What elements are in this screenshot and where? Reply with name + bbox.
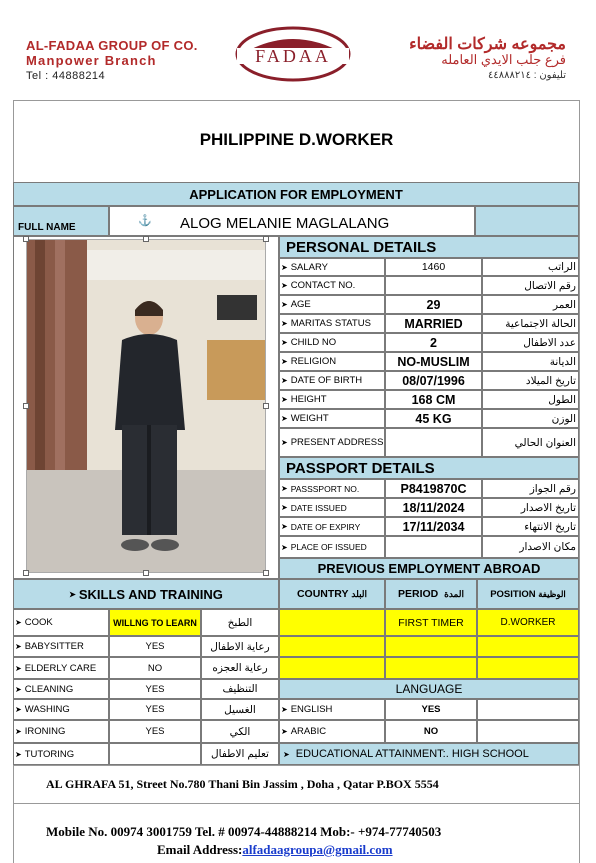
personal-label-ar: الوزن	[551, 412, 576, 425]
personal-value: 1460	[421, 261, 446, 273]
arrow-icon: ➤	[15, 749, 22, 759]
personal-value: 168 CM	[411, 392, 456, 407]
previous-employment-title: PREVIOUS EMPLOYMENT ABROAD	[317, 561, 541, 576]
company-tel-en: Tel : 44888214	[26, 70, 106, 82]
arrow-icon: ➤	[281, 484, 288, 493]
passport-value	[385, 536, 482, 558]
arrow-icon: ➤	[281, 319, 288, 328]
passport-details-title: PASSPORT DETAILS	[286, 459, 435, 477]
skill-label: ➤ WASHING	[15, 704, 70, 715]
arrow-icon: ➤	[281, 262, 288, 272]
skill-label: ➤ TUTORING	[15, 748, 75, 760]
personal-label-ar: رقم الاتصال	[524, 279, 576, 292]
arrow-icon: ➤	[281, 414, 288, 423]
footer-contacts: Mobile No. 00974 3001759 Tel. # 00974-44888214 Mob:- +974-77740503	[46, 824, 442, 839]
skill-label-ar: الطبخ	[227, 616, 253, 629]
personal-label-ar: عدد الاطفال	[523, 336, 576, 349]
arrow-icon: ➤	[15, 663, 22, 673]
skill-label-ar: التنظيف	[222, 683, 258, 695]
branch-name-en: Manpower Branch	[26, 53, 157, 68]
footer-address: AL GHRAFA 51, Street No.780 Thani Bin Jassim , Doha , Qatar P.BOX 5554	[46, 777, 439, 791]
arrow-icon: ➤	[281, 357, 288, 366]
passport-value: 17/11/2034	[402, 519, 465, 534]
personal-value: 29	[426, 297, 441, 312]
language-value: YES	[421, 704, 441, 715]
company-name-en: AL-FADAA GROUP OF CO.	[26, 38, 198, 53]
skill-label: ➤ COOK	[15, 617, 53, 628]
personal-value: 2	[430, 335, 437, 350]
passport-value: 18/11/2024	[402, 500, 465, 515]
prev-period: FIRST TIMER	[398, 616, 464, 629]
language-value: NO	[423, 726, 439, 737]
passport-label: ➤ DATE ISSUED	[281, 502, 347, 513]
branch-name-ar: فرع جلب الايدي العامله	[441, 52, 566, 67]
divider	[13, 100, 580, 101]
personal-label-ar: الراتب	[547, 261, 576, 273]
passport-label-ar: رقم الجواز	[529, 482, 576, 495]
skill-value: WILLNG TO LEARN	[113, 617, 197, 628]
personal-value: NO-MUSLIM	[397, 354, 470, 369]
page-title: PHILIPPINE D.WORKER	[199, 130, 394, 149]
skill-label-ar: رعاية الاطفال	[210, 640, 270, 653]
arrow-icon: ➤	[15, 705, 22, 714]
personal-value	[385, 276, 482, 295]
skill-value: YES	[145, 641, 165, 652]
email-link[interactable]: alfadaagroupa@gmail.com	[242, 842, 393, 857]
position-header: POSITION الوظيفة	[490, 588, 566, 600]
personal-value: 08/07/1996	[402, 373, 465, 388]
arrow-icon: ➤	[281, 300, 288, 309]
prev-position: D.WORKER	[500, 617, 556, 628]
personal-label: ➤ RELIGION	[281, 356, 337, 367]
skill-label-ar: الغسيل	[224, 703, 256, 716]
arrow-icon: ➤	[281, 338, 288, 347]
period-header: PERIOD المدة	[398, 588, 464, 600]
personal-label: ➤ CHILD NO	[281, 337, 337, 348]
arrow-icon: ➤	[281, 438, 288, 447]
skill-label-ar: رعاية العجزه	[212, 662, 268, 674]
education-attainment: ➤ EDUCATIONAL ATTAINMENT:. HIGH SCHOOL	[283, 748, 529, 760]
full-name-label: FULL NAME	[18, 221, 76, 233]
application-title: APPLICATION FOR EMPLOYMENT	[189, 186, 403, 202]
language-label: ➤ ENGLISH	[281, 704, 333, 715]
personal-label-ar: الديانة	[549, 355, 576, 368]
arrow-icon: ➤	[281, 727, 288, 736]
personal-label: ➤ AGE	[281, 299, 311, 310]
skill-label: ➤ BABYSITTER	[15, 641, 84, 652]
passport-label: ➤ PLACE OF ISSUED	[281, 542, 367, 552]
language-title: LANGUAGE	[395, 682, 463, 696]
personal-label: ➤ SALARY	[281, 261, 329, 273]
arrow-icon: ➤	[15, 727, 22, 736]
arrow-icon: ➤	[281, 376, 288, 385]
arrow-icon: ➤	[281, 522, 288, 531]
arrow-icon: ➤	[281, 705, 288, 714]
arrow-icon: ➤	[281, 503, 288, 512]
skill-value: YES	[145, 726, 165, 737]
arrow-icon: ➤	[15, 642, 22, 651]
personal-label: ➤ PRESENT ADDRESS	[281, 437, 384, 448]
arrow-icon: ➤	[15, 618, 22, 627]
fadaa-logo	[234, 26, 352, 82]
personal-label-ar: العمر	[552, 298, 576, 311]
country-header: COUNTRY البلد	[296, 588, 368, 600]
personal-details-title: PERSONAL DETAILS	[286, 238, 437, 256]
arrow-icon: ➤	[281, 542, 288, 552]
arrow-icon: ➤	[281, 395, 288, 404]
personal-label: ➤ CONTACT NO.	[281, 280, 356, 291]
skill-label-ar: الكي	[229, 725, 251, 738]
passport-label-ar: تاريخ الانتهاء	[524, 520, 576, 533]
passport-label: ➤ DATE OF EXPIRY	[281, 521, 361, 532]
full-name-value: ALOG MELANIE MAGLALANG	[180, 214, 390, 232]
skills-title: ➤ SKILLS AND TRAINING	[69, 586, 223, 602]
prev-country	[279, 609, 385, 636]
passport-label-ar: مكان الاصدار	[519, 541, 576, 553]
applicant-photo	[26, 239, 266, 573]
passport-value: P8419870C	[400, 481, 467, 496]
arrow-icon: ➤	[281, 281, 288, 290]
skill-value	[109, 743, 201, 765]
personal-label-ar: العنوان الحالي	[514, 436, 576, 449]
logo-text: FADAA	[255, 46, 331, 66]
personal-label-ar: الطول	[548, 393, 576, 406]
personal-value	[385, 428, 482, 457]
personal-value: 45 KG	[415, 411, 452, 426]
personal-label: ➤ HEIGHT	[281, 394, 327, 405]
company-name-ar: مجموعه شركات الفضاء	[409, 36, 566, 53]
personal-label-ar: الحالة الاجتماعية	[505, 317, 576, 330]
company-tel-ar: تليفون : ٤٤٨٨٨٢١٤	[488, 70, 566, 81]
arrow-icon: ➤	[15, 684, 22, 694]
skill-value: NO	[147, 662, 163, 674]
arrow-icon: ➤	[69, 589, 76, 599]
skill-label-ar: تعليم الاطفال	[211, 748, 269, 760]
anchor-icon: ⚓	[138, 215, 152, 227]
skill-label: ➤ ELDERLY CARE	[15, 662, 97, 674]
passport-label-ar: تاريخ الاصدار	[520, 501, 576, 514]
personal-label: ➤ DATE OF BIRTH	[281, 375, 363, 386]
skill-label: ➤ IRONING	[15, 726, 66, 737]
arrow-icon: ➤	[283, 749, 290, 759]
personal-label: ➤ MARITAS STATUS	[281, 318, 371, 329]
personal-label-ar: تاريخ الميلاد	[525, 374, 576, 387]
skill-value: YES	[145, 704, 165, 715]
personal-label: ➤ WEIGHT	[281, 413, 329, 424]
passport-label: ➤ PASSSPORT NO.	[281, 483, 360, 494]
personal-value: MARRIED	[404, 316, 463, 331]
footer-email: Email Address:alfadaagroupa@gmail.com	[157, 842, 393, 857]
skill-value: YES	[145, 683, 165, 695]
skill-label: ➤ CLEANING	[15, 683, 74, 695]
language-label: ➤ ARABIC	[281, 726, 327, 737]
